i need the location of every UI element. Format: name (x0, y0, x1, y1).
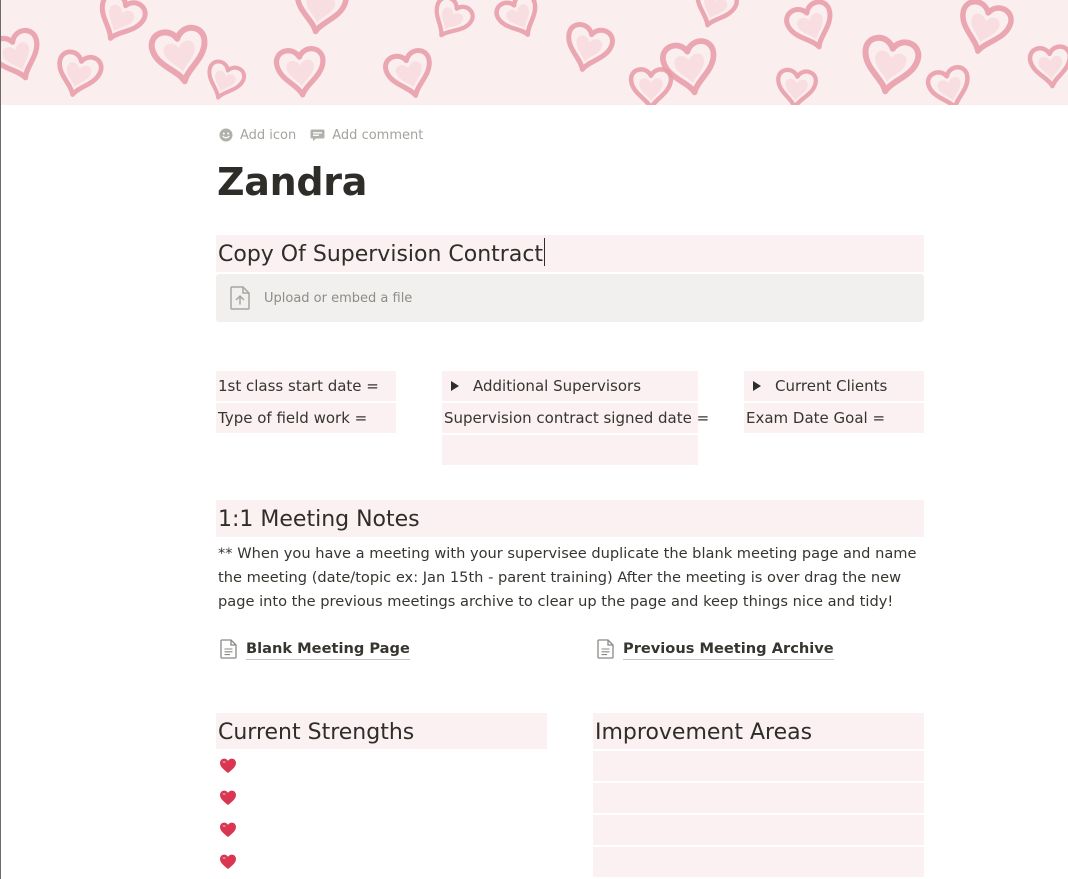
smiley-icon (219, 128, 233, 142)
heart-icon[interactable] (219, 789, 237, 807)
exam-date-goal-label: Exam Date Goal = (746, 409, 886, 427)
previous-meeting-archive-label: Previous Meeting Archive (623, 639, 834, 660)
additional-supervisors-toggle[interactable] (442, 371, 698, 401)
upload-label: Upload or embed a file (264, 290, 413, 306)
empty-block[interactable] (442, 435, 698, 465)
meeting-notes-heading[interactable]: 1:1 Meeting Notes (216, 500, 924, 537)
page-actions (219, 126, 423, 144)
upload-file-icon (230, 286, 250, 310)
cover-image[interactable] (1, 0, 1068, 105)
comment-icon (310, 128, 325, 142)
previous-meeting-archive-link[interactable] (597, 637, 834, 661)
improvement-row[interactable] (593, 847, 924, 877)
heart-icon[interactable] (219, 853, 237, 871)
improvement-row[interactable] (593, 815, 924, 845)
start-date-field[interactable] (216, 371, 396, 401)
add-comment-label: Add comment (332, 127, 424, 143)
page-title[interactable]: Zandra (217, 160, 368, 204)
heart-icon[interactable] (219, 821, 237, 839)
text-caret (544, 238, 545, 266)
page-icon (597, 639, 614, 659)
current-clients-label: Current Clients (775, 377, 888, 395)
contract-heading[interactable] (216, 235, 924, 272)
file-upload-block[interactable] (216, 274, 924, 322)
additional-supervisors-label: Additional Supervisors (473, 377, 642, 395)
toggle-triangle-icon[interactable] (451, 381, 459, 391)
add-comment-button[interactable] (310, 126, 423, 144)
add-icon-label: Add icon (240, 127, 297, 143)
blank-meeting-page-link[interactable] (220, 637, 410, 661)
hearts-pattern (1, 0, 1068, 105)
field-work-type-label: Type of field work = (218, 409, 368, 427)
field-work-type-field[interactable] (216, 403, 396, 433)
page-icon (220, 639, 237, 659)
meeting-instructions[interactable]: ** When you have a meeting with your supervisee duplicate the blank meeting page and name the meeting (date/topic ex: Jan 15th - parent training) After the meeting is over drag the new page into the previous meetings archive to clear up the page and keep things nice and tidy! (218, 545, 917, 610)
contract-signed-date-label: Supervision contract signed date = (444, 409, 710, 427)
blank-meeting-page-label: Blank Meeting Page (246, 639, 410, 660)
improvement-areas-heading[interactable]: Improvement Areas (593, 713, 924, 749)
current-clients-toggle[interactable] (744, 371, 924, 401)
contract-signed-date-field[interactable] (442, 403, 710, 433)
toggle-triangle-icon[interactable] (753, 381, 761, 391)
heart-icon[interactable] (219, 757, 237, 775)
exam-date-goal-field[interactable] (744, 403, 924, 433)
add-icon-button[interactable] (219, 126, 296, 144)
improvement-row[interactable] (593, 751, 924, 781)
start-date-label: 1st class start date = (218, 377, 379, 395)
improvement-row[interactable] (593, 783, 924, 813)
current-strengths-heading[interactable]: Current Strengths (216, 713, 547, 749)
contract-heading-text: Copy Of Supervision Contract (218, 242, 544, 267)
